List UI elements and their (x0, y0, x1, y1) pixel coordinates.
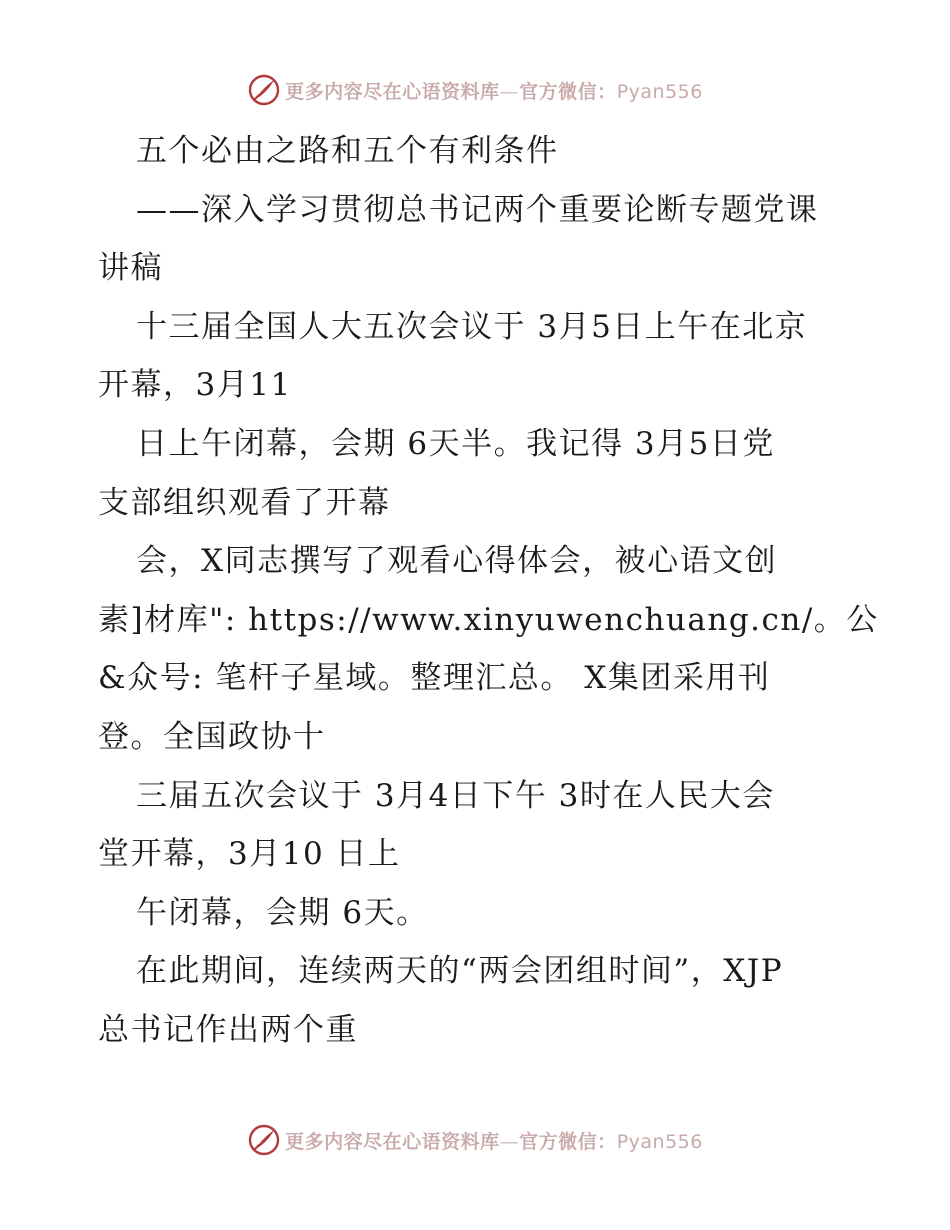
paragraph-line: 总书记作出两个重 (98, 1011, 358, 1048)
document-subtitle: ——深入学习贯彻总书记两个重要论断专题党课 (136, 191, 819, 228)
paragraph-line: 日上午闭幕，会期 6天半。我记得 3月5日党 (136, 425, 775, 462)
watermark-wechat-label: 官方微信： (519, 1130, 617, 1153)
quill-pen-logo-icon (247, 1123, 281, 1157)
paragraph-line: 素]材库": https://www.xinyuwenchuang.cn/。公 (98, 601, 879, 638)
document-body (98, 122, 879, 1060)
paragraph-line: 三届五次会议于 3月4日下午 3时在人民大会 (136, 777, 775, 814)
document-subtitle-cont: 讲稿 (98, 250, 163, 287)
document-title: 五个必由之路和五个有利条件 (136, 133, 559, 169)
paragraph-line: &众号: 笔杆子星域。整理汇总。 X集团采用刊 (98, 660, 771, 697)
quill-pen-logo-icon (247, 73, 281, 107)
paragraph-line: 开幕，3月11 (98, 367, 292, 404)
watermark-wechat-id: Pyan556 (616, 1130, 703, 1153)
watermark-site-text: 更多内容尽在心语资料库 (285, 80, 500, 103)
paragraph-line: 午闭幕，会期 6天。 (136, 894, 429, 931)
watermark-separator: — (499, 80, 520, 103)
footer-watermark (0, 1120, 950, 1160)
paragraph-line: 在此期间，连续两天的“两会团组时间”，XJP (136, 953, 784, 990)
paragraph-line: 十三届全国人大五次会议于 3月5日上午在北京 (136, 308, 808, 345)
watermark-site-text: 更多内容尽在心语资料库 (285, 1130, 500, 1153)
paragraph-line: 登。全国政协十 (98, 718, 326, 755)
paragraph-line: 支部组织观看了开幕 (98, 484, 391, 521)
watermark-wechat-label: 官方微信： (519, 80, 617, 103)
header-watermark (0, 70, 950, 110)
watermark-wechat-id: Pyan556 (616, 80, 703, 103)
paragraph-line: 堂开幕，3月10 日上 (98, 836, 401, 873)
watermark-separator: — (499, 1130, 520, 1153)
paragraph-line: 会，X同志撰写了观看心得体会，被心语文创 (136, 543, 778, 580)
